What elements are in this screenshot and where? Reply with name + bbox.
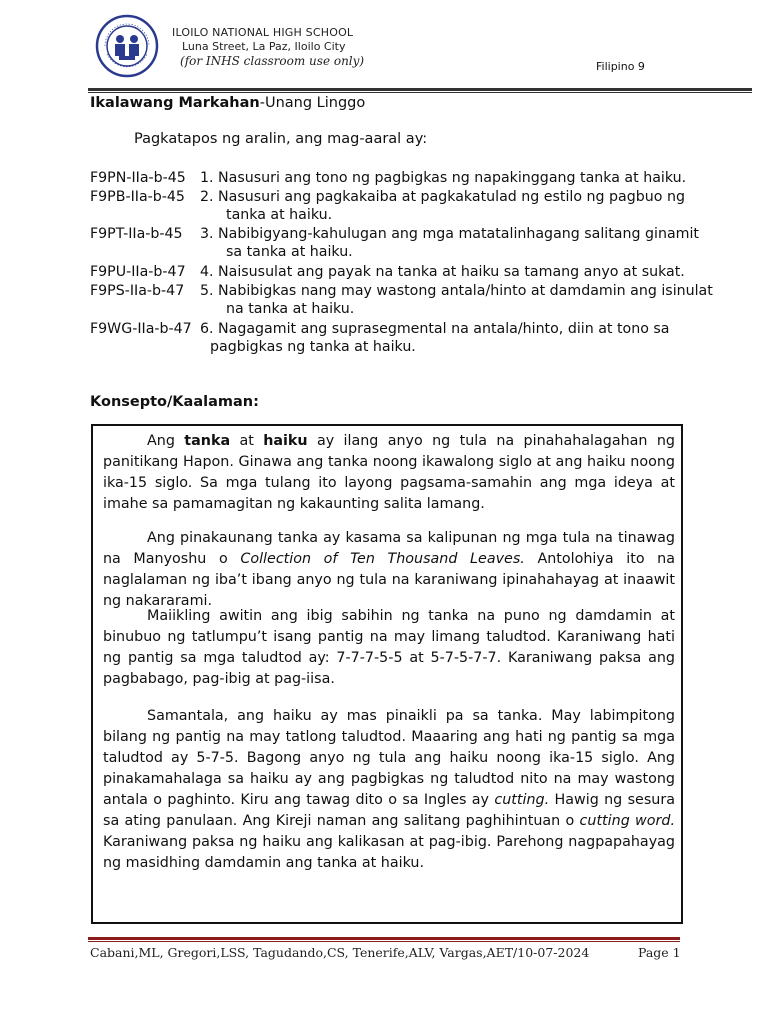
header-rule — [88, 88, 752, 91]
header-rule-thin — [88, 92, 752, 93]
competency-text: 1. Nasusuri ang tono ng pagbigkas ng napakinggang tanka at haiku. — [200, 170, 687, 186]
school-name: ILOILO NATIONAL HIGH SCHOOL — [172, 26, 354, 39]
competency-text: 3. Nabibigyang-kahulugan ang mga matatalinhagang salitang ginamit — [200, 226, 699, 242]
paragraph-2: Ang pinakaunang tanka ay kasama sa kalipunan ng mga tula na tinawag na Manyoshu o Collection of Ten Thousand Leaves. Antolohiya ito na naglalaman ng iba’t ibang anyo ng tula na karaniwang ipinahahayag at inaawit ng nakararami. — [103, 530, 675, 609]
competency-item — [90, 188, 685, 224]
competency-item — [90, 169, 686, 187]
competency-text: 2. Nasusuri ang pagkakaiba at pagkakatulad ng estilo ng pagbuo ng — [200, 189, 685, 205]
competency-item — [90, 225, 699, 261]
competency-code: F9PS-IIa-b-47 — [90, 283, 185, 299]
competency-code: F9WG-IIa-b-47 — [90, 321, 192, 337]
paragraph-3: Maiikling awitin ang ibig sabihin ng tanka na puno ng damdamin at binubuo ng tatlumpu’t isang pantig na may limang taludtod. Karaniwang hati ng pantig sa mga taludtod ay: 7-7-7-5-5 at 5-7-5-7-7. Karaniwang paksa ang pagbabago, pag-ibig at pag-iisa. — [103, 608, 675, 687]
competency-item — [90, 320, 670, 356]
paragraph-4: Samantala, ang haiku ay mas pinaikli pa sa tanka. May labimpitong bilang ng pantig na may tatlong taludtod. Maaaring ang hati ng pantig sa mga taludtod ay 5-7-5. Bagong anyo ng tula ang haiku noong ika-15 siglo. Ang pinakamahalaga sa haiku ay ang pagbigkas ng taludtod nito na may wastong antala o paghinto. Kiru ang tawag dito o sa Ingles ay cutting. Hawig ng sesura sa ating panulaan. Ang Kireji naman ang salitang paghihintuan o cutting word. Karaniwang paksa ng haiku ang kalikasan at pag-ibig. Parehong nagpapahayag ng masidhing damdamin ang tanka at haiku. — [103, 708, 675, 871]
school-header — [172, 26, 364, 68]
competency-text: 4. Naisusulat ang payak na tanka at haiku sa tamang anyo at sukat. — [200, 264, 685, 280]
concept-title: Konsepto/Kaalaman: — [90, 394, 259, 410]
competency-item — [90, 282, 713, 318]
competency-code: F9PU-IIa-b-47 — [90, 264, 186, 280]
competency-text: 6. Nagagamit ang suprasegmental na antala/hinto, diin at tono sa — [200, 321, 670, 337]
competency-text: 5. Nabibigkas nang may wastong antala/hinto at damdamin ang isinulat — [200, 283, 713, 299]
competency-text-cont: sa tanka at haiku. — [226, 244, 353, 260]
competency-text-cont: tanka at haiku. — [226, 207, 333, 223]
subject-label: Filipino 9 — [596, 60, 645, 73]
competency-text-cont: pagbigkas ng tanka at haiku. — [210, 339, 416, 355]
page-number: Page 1 — [638, 945, 681, 960]
footer-rule-thin — [88, 941, 680, 942]
school-address: Luna Street, La Paz, Iloilo City — [182, 40, 346, 53]
competency-item — [90, 263, 685, 281]
competency-code: F9PT-IIa-b-45 — [90, 226, 183, 242]
use-note: (for INHS classroom use only) — [180, 54, 365, 68]
competency-code: F9PN-IIa-b-45 — [90, 170, 186, 186]
competency-code: F9PB-IIa-b-45 — [90, 189, 185, 205]
school-seal-icon — [95, 14, 159, 78]
footer-rule — [88, 937, 680, 940]
paragraph-1: Ang tanka at haiku ay ilang anyo ng tula na pinahahalagahan ng panitikang Hapon. Ginawa ang tanka noong ikawalong siglo at ang haiku noong ika-15 siglo. Sa mga tulang ito layong pagsama-samahin ang mga ideya at imahe sa pamamagitan ng kakaunting salita lamang. — [103, 433, 675, 512]
quarter-title: Ikalawang Markahan-Unang Linggo — [90, 95, 366, 111]
footer-authors: Cabani,ML, Gregori,LSS, Tagudando,CS, Tenerife,ALV, Vargas,AET/10-07-2024 — [90, 945, 590, 960]
competency-text-cont: na tanka at haiku. — [226, 301, 355, 317]
intro-text: Pagkatapos ng aralin, ang mag-aaral ay: — [134, 131, 428, 147]
